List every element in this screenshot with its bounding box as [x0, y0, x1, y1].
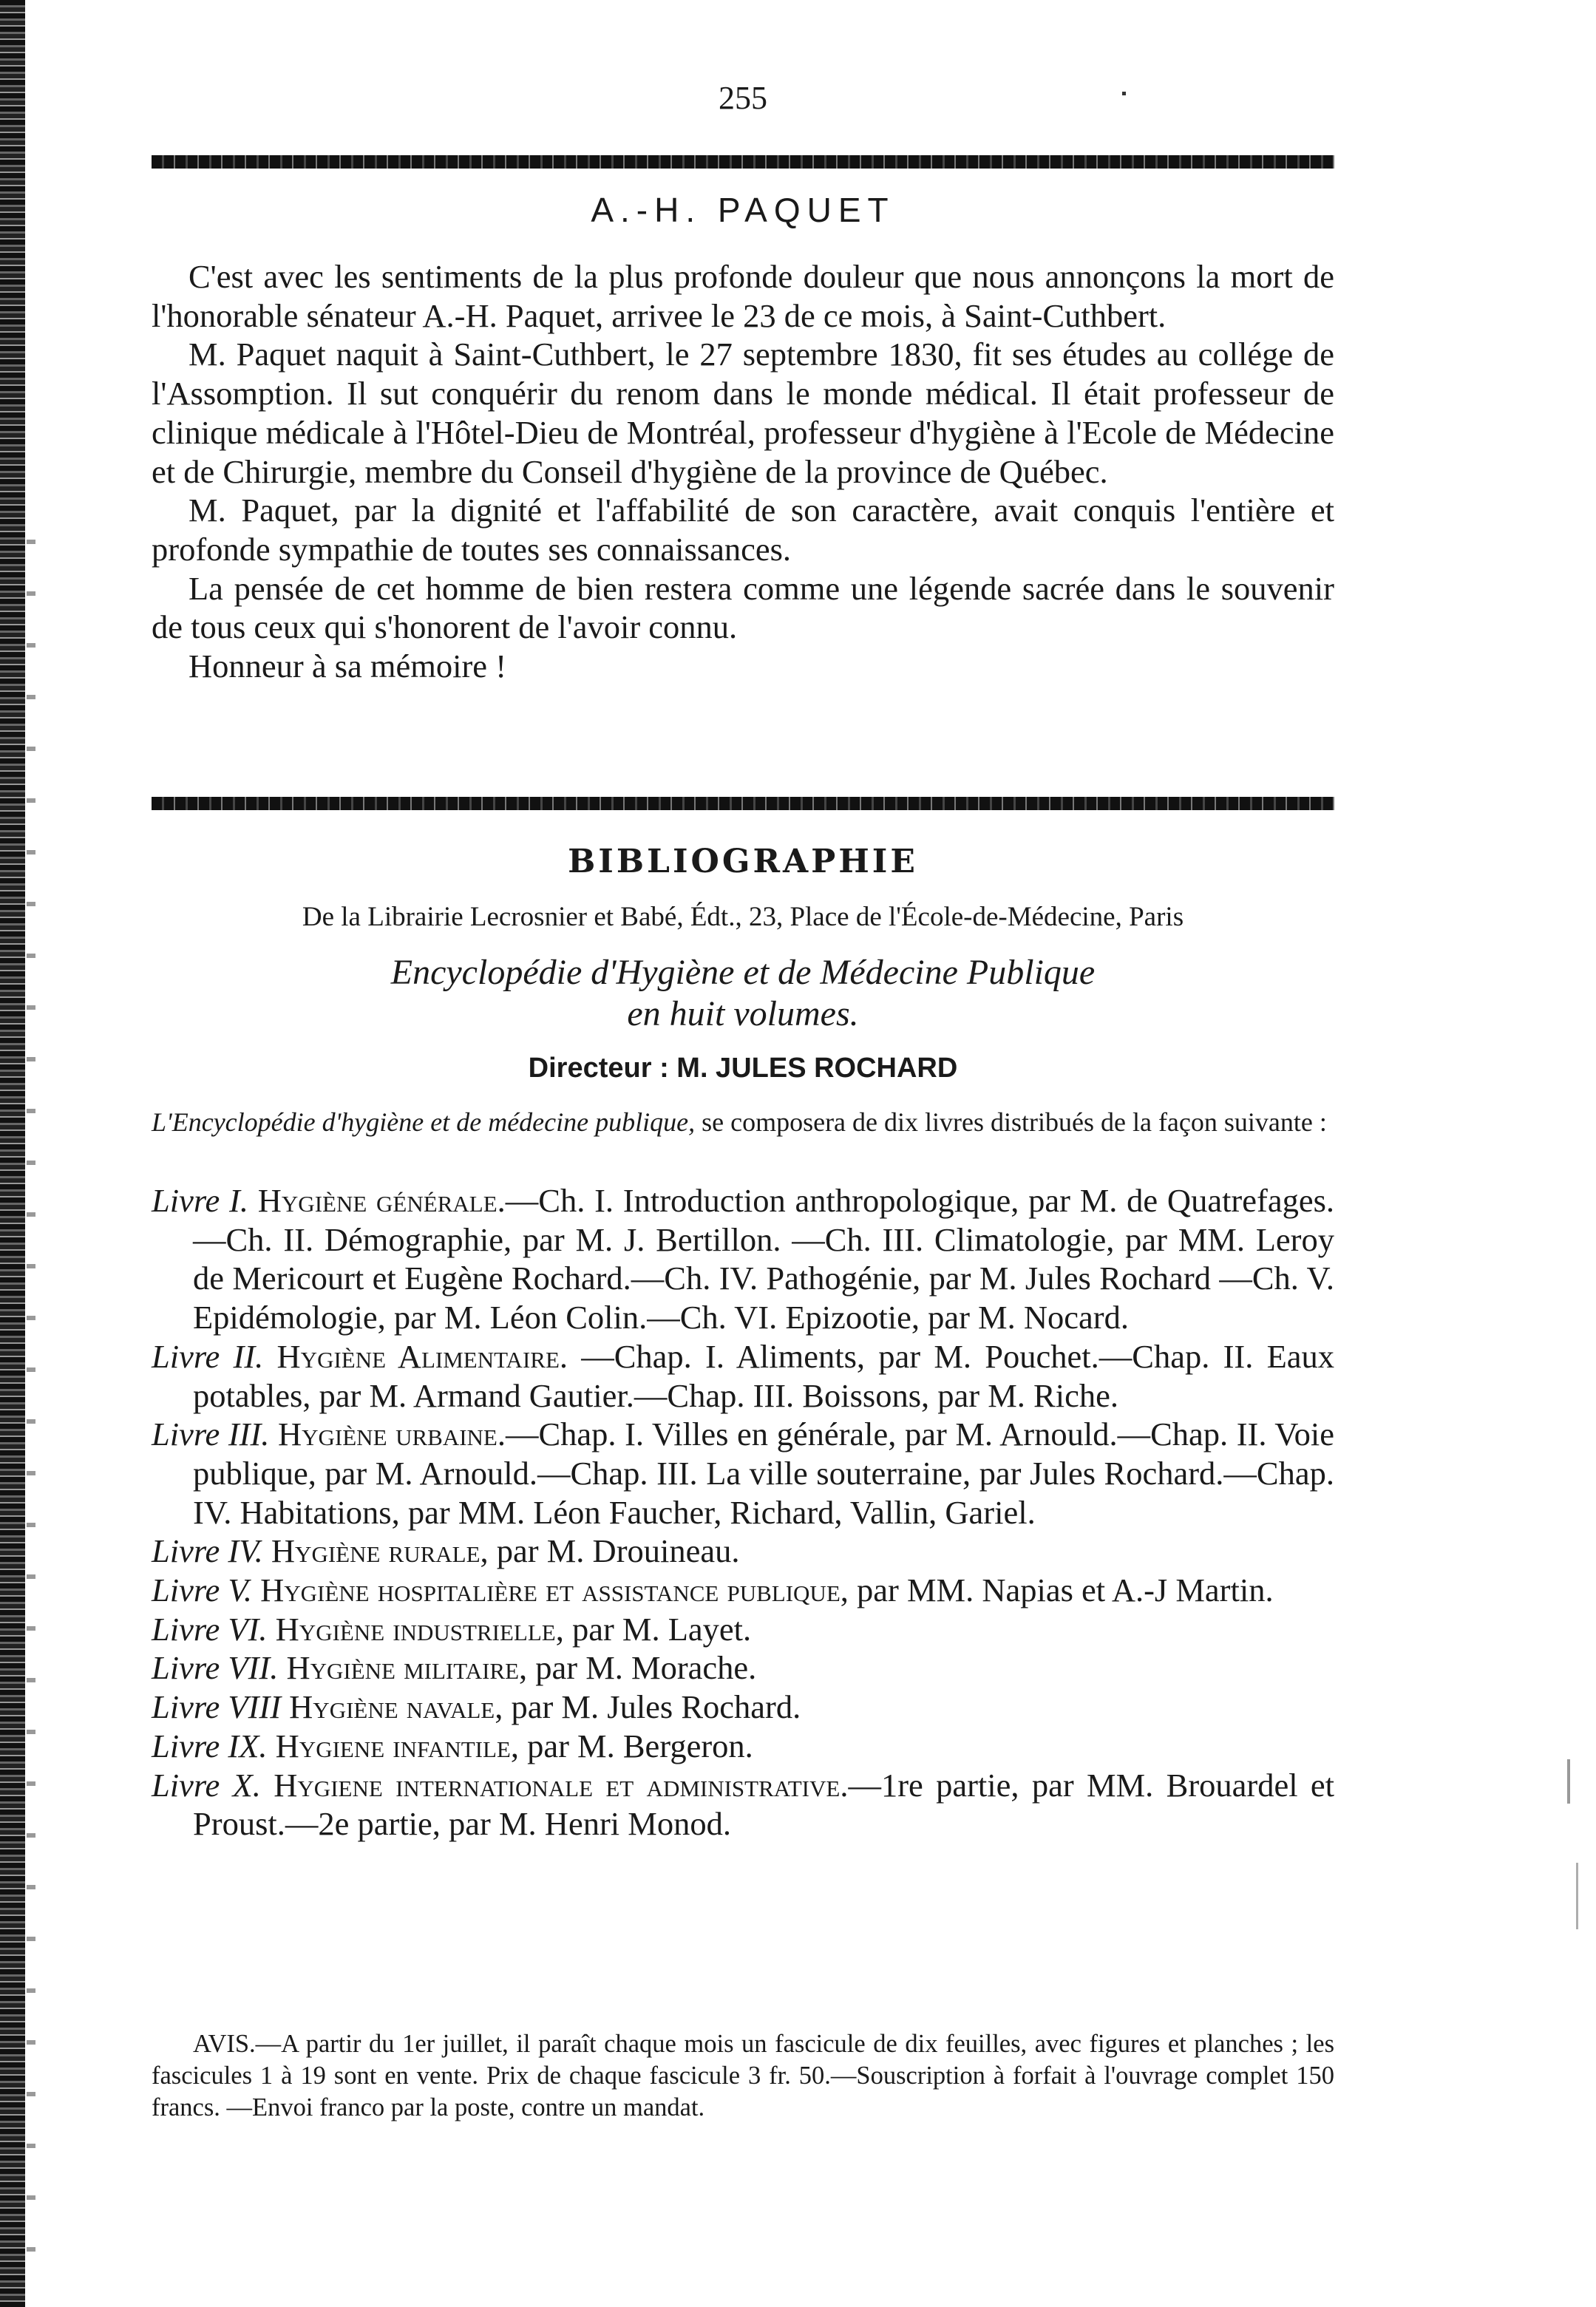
encyclopedia-title: Encyclopédie d'Hygiène et de Médecine Publique — [390, 953, 1096, 992]
book-topic: Hygiène générale. — [257, 1182, 506, 1219]
book-spine-edge — [0, 0, 25, 2307]
ornamental-rule-middle — [152, 797, 1334, 810]
book-label: Livre VIII — [152, 1688, 282, 1726]
obituary-title: A.-H. PAQUET — [591, 191, 895, 229]
book-label: Livre IX. — [152, 1727, 268, 1764]
book-entry — [152, 1532, 1334, 1571]
book-entry — [152, 1648, 1334, 1688]
book-topic: Hygiene infantile, — [275, 1727, 519, 1764]
book-entry — [152, 1727, 1334, 1766]
scan-speck — [1567, 1759, 1570, 1804]
subscription-notice: AVIS.—A partir du 1er juillet, il paraît chaque mois un fascicule de dix feuilles, avec figures et planches ; les fascicules 1 à 19 sont en vente. Prix de chaque fascicule 3 fr. 50.—Souscription à forfait à l'ouvrage complet 150 francs. —Envoi franco par la poste, contre un mandat. — [152, 2030, 1334, 2121]
book-topic: Hygiène rurale, — [271, 1532, 489, 1570]
publisher-line: De la Librairie Lecrosnier et Babé, Édt., 23, Place de l'École-de-Médecine, Paris — [302, 902, 1184, 932]
book-label: Livre III. — [152, 1416, 270, 1453]
scan-speck — [1122, 92, 1126, 95]
book-entry — [152, 1688, 1334, 1727]
book-entry — [152, 1610, 1334, 1649]
book-entry — [152, 1766, 1334, 1844]
book-entry — [152, 1415, 1334, 1532]
book-topic: Hygiène Alimentaire. — [276, 1337, 568, 1375]
intro-text: se composera de dix livres distribués de la façon suivante : — [695, 1107, 1327, 1137]
book-label: Livre VI. — [152, 1610, 268, 1648]
book-topic: Hygiène navale, — [289, 1688, 503, 1726]
book-text: —Chap. I. Aliments, par M. Pouchet.—Chap. II. Eaux potables, par M. Armand Gautier.—Chap. III. Boissons, par M. Riche. — [193, 1337, 1335, 1414]
book-text: par M. Drouineau. — [488, 1532, 740, 1570]
book-text: —1re partie, par MM. Brouardel et Proust.—2e partie, par M. Henri Monod. — [193, 1766, 1335, 1843]
director-line: Directeur : M. JULES ROCHARD — [528, 1053, 958, 1084]
book-topic: Hygiene internationale et administrative. — [274, 1766, 849, 1804]
bibliography-heading: BIBLIOGRAPHIE — [568, 843, 918, 880]
book-label: Livre X. — [152, 1766, 261, 1804]
intro-title: L'Encyclopédie d'hygiène et de médecine publique, — [152, 1107, 696, 1137]
obituary-paragraph: Honneur à sa mémoire ! — [189, 648, 507, 685]
book-label: Livre V. — [152, 1572, 252, 1609]
encyclopedia-intro — [152, 1106, 1334, 1139]
obituary-paragraph: C'est avec les sentiments de la plus profonde douleur que nous annonçons la mort de l'honorable sénateur A.-H. Paquet, arrivee le 23 de ce mois, à Saint-Cuthbert. — [152, 258, 1334, 334]
obituary-body — [152, 257, 1334, 686]
obituary-paragraph: M. Paquet naquit à Saint-Cuthbert, le 27 septembre 1830, fit ses études au collége de l'Assomption. Il sut conquérir du renom dans le monde médical. Il était professeur de clinique médicale à l'Hôtel-Dieu de Montréal, professeur d'hygiène à l'Ecole de Médecine et de Chirurgie, membre du Conseil d'hygiène de la province de Québec. — [152, 336, 1334, 490]
obituary-paragraph: La pensée de cet homme de bien restera comme une légende sacrée dans le souvenir de tous ceux qui s'honorent de l'avoir connu. — [152, 569, 1334, 646]
book-text: par M. Jules Rochard. — [503, 1688, 801, 1726]
book-label: Livre I. — [152, 1182, 248, 1219]
book-text: par MM. Napias et A.-J Martin. — [848, 1572, 1274, 1609]
obituary-paragraph: M. Paquet, par la dignité et l'affabilité de son caractère, avait conquis l'entière et profonde sympathie de toutes ses connaissances. — [152, 492, 1334, 568]
book-label: Livre IV. — [152, 1532, 263, 1570]
book-topic: Hygiène hospitalière et assistance publique, — [260, 1572, 849, 1609]
book-spine-shadow — [27, 517, 35, 2291]
scan-speck — [1576, 1863, 1578, 1929]
ornamental-rule-top — [152, 155, 1334, 169]
book-text: —Chap. I. Villes en générale, par M. Arnould.—Chap. II. Voie publique, par M. Arnould.—Chap. III. La ville souterraine, par Jules Rochard.—Chap. IV. Habitations, par MM. Léon Faucher, Richard, Vallin, Gariel. — [193, 1416, 1334, 1531]
encyclopedia-subtitle: en huit volumes. — [627, 994, 859, 1033]
encyclopedia-title-block — [152, 952, 1334, 1035]
book-topic: Hygiène urbaine. — [278, 1416, 506, 1453]
book-label: Livre VII. — [152, 1649, 279, 1687]
book-list — [152, 1181, 1334, 1844]
book-text: par M. Layet. — [563, 1610, 752, 1648]
book-label: Livre II. — [152, 1337, 264, 1375]
book-text: par M. Bergeron. — [518, 1727, 753, 1764]
book-entry — [152, 1337, 1334, 1415]
book-text: par M. Morache. — [527, 1649, 757, 1687]
book-entry — [152, 1181, 1334, 1337]
page-number: 255 — [719, 80, 767, 116]
book-text: —Ch. I. Introduction anthropologique, par M. de Quatrefages. —Ch. II. Démographie, par M. J. Bertillon. —Ch. III. Climatologie, par MM. Leroy de Mericourt et Eugène Rochard.—Ch. IV. Pathogénie, par M. Jules Rochard —Ch. V. Epidémologie, par M. Léon Colin.—Ch. VI. Epizootie, par M. Nocard. — [193, 1182, 1335, 1336]
book-topic: Hygiène industrielle, — [275, 1610, 564, 1648]
book-entry — [152, 1571, 1334, 1610]
book-topic: Hygiène militaire, — [286, 1649, 528, 1687]
